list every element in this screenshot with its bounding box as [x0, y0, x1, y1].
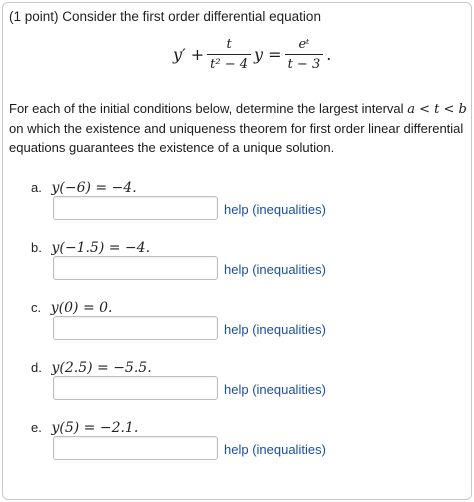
instructions-text [9, 99, 467, 157]
fraction1-bar [207, 54, 251, 55]
part-c-help-link[interactable]: help (inequalities) [224, 322, 326, 337]
instructions-after: on which the existence and uniqueness theorem for first order linear differential equations guarantees the existence of a unique solution. [9, 121, 464, 155]
part-d-help-link[interactable]: help (inequalities) [224, 382, 326, 397]
problem-prompt: Consider the first order differential equation [62, 9, 321, 24]
part-c-label [31, 300, 112, 316]
fraction2-denominator: t − 3 [287, 56, 321, 72]
part-d-letter: d. [31, 360, 42, 375]
part-a-label [31, 180, 137, 196]
part-b-answer-input[interactable] [53, 256, 218, 280]
part-c-answer-input[interactable] [53, 316, 218, 340]
part-d-condition: y(2.5) = −5.5. [51, 360, 152, 376]
problem-header [9, 9, 321, 24]
part-a-condition: y(−6) = −4. [51, 180, 137, 196]
equation-lhs: y′ + [173, 44, 205, 64]
equation-y-equals: y = [254, 44, 282, 64]
part-e-answer-input[interactable] [53, 436, 218, 460]
points-label: (1 point) [9, 9, 59, 24]
part-a-answer-input[interactable] [53, 196, 218, 220]
instructions-before: For each of the initial conditions below, determine the largest interval [9, 101, 404, 116]
fraction-t-over-t2-minus-4 [207, 37, 251, 72]
interval-expression: a < t < b [407, 102, 467, 117]
fraction2-numerator: eᵗ [298, 36, 310, 52]
part-e-help-link[interactable]: help (inequalities) [224, 442, 326, 457]
part-b-condition: y(−1.5) = −4. [51, 240, 151, 256]
part-c-condition: y(0) = 0. [50, 300, 113, 316]
problem-panel [2, 2, 472, 500]
part-e-letter: e. [31, 420, 42, 435]
fraction2-bar [285, 54, 324, 55]
part-e-condition: y(5) = −2.1. [51, 420, 139, 436]
part-b-help-link[interactable]: help (inequalities) [224, 262, 326, 277]
part-e-label [31, 420, 138, 436]
differential-equation [173, 31, 331, 77]
part-a-help-link[interactable]: help (inequalities) [224, 202, 326, 217]
part-d-label [31, 360, 152, 376]
part-c-letter: c. [31, 300, 42, 315]
part-b-letter: b. [31, 240, 42, 255]
fraction1-numerator: t [226, 36, 232, 52]
fraction-et-over-t-minus-3 [285, 37, 324, 72]
part-d-answer-input[interactable] [53, 376, 218, 400]
equation-period: . [326, 44, 332, 64]
part-b-label [31, 240, 150, 256]
fraction1-denominator: t² − 4 [210, 56, 249, 72]
part-a-letter: a. [31, 180, 42, 195]
